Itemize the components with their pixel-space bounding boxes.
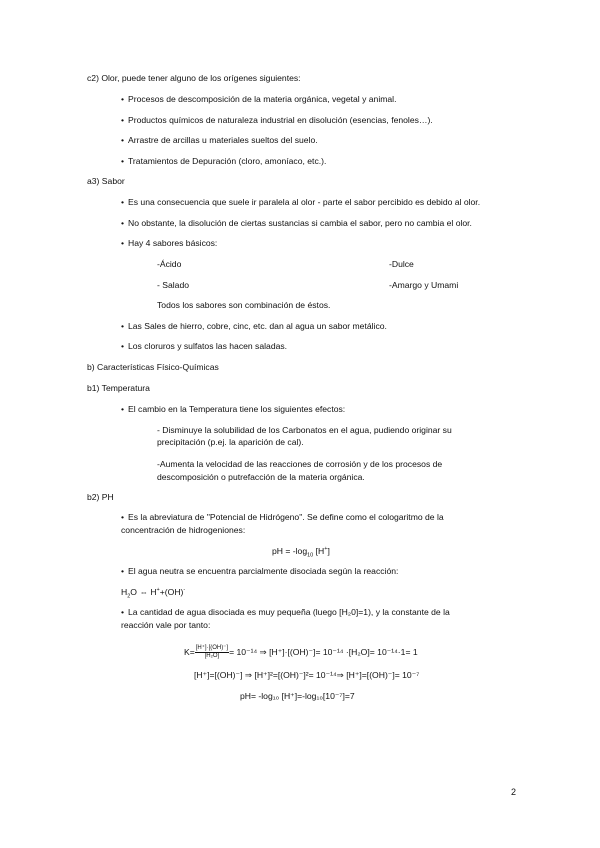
list-item-continuation: concentración de hidrogeniones: (121, 525, 246, 535)
list-item: • Arrastre de arcillas u materiales sueltos del suelo. (128, 135, 318, 146)
list-item: • La cantidad de agua disociada es muy pequeña (luego [H₂0]=1), y la constante de la (128, 607, 450, 618)
taste-bitter-umami: -Amargo y Umami (389, 280, 459, 290)
list-item: • Es una consecuencia que suele ir paralela al olor - parte el sabor percibido es debido al olor. (128, 197, 480, 208)
tastes-note: Todos los sabores son combinación de éstos. (157, 300, 331, 310)
effect-line: precipitación (p.ej. la aparición de cal). (157, 437, 304, 447)
effect-line: - Disminuye la solubilidad de los Carbonatos en el agua, pudiendo originar su (157, 425, 452, 435)
taste-sweet: -Dulce (389, 259, 414, 269)
list-item: • Procesos de descomposición de la materia orgánica, vegetal y animal. (128, 94, 396, 105)
section-heading-b1: b1) Temperatura (87, 383, 150, 393)
formula-line-3: pH= -log₁₀ [H⁺]=-log₁₀[10⁻⁷]=7 (240, 691, 355, 701)
list-item: • Los cloruros y sulfatos las hacen saladas. (128, 341, 287, 352)
section-heading-a3: a3) Sabor (87, 176, 125, 186)
taste-salty: - Salado (157, 280, 190, 290)
section-heading-b2: b2) PH (87, 492, 114, 502)
taste-acid: -Ácido (157, 259, 182, 269)
list-item-continuation: reacción vale por tanto: (121, 620, 211, 630)
list-item: • Productos químicos de naturaleza industrial en disolución (esencias, fenoles…). (128, 115, 433, 126)
list-item: • No obstante, la disolución de ciertas sustancias si cambia el sabor, pero no cambia el olor. (128, 218, 472, 229)
effect-line: descomposición o putrefacción de la materia orgánica. (157, 472, 365, 482)
section-heading-c2: c2) Olor, puede tener alguno de los orígenes siguientes: (87, 73, 301, 83)
reaction-equation: $H_2O$ ⇔ H++(OH)- (121, 587, 186, 600)
list-item: • Es la abreviatura de "Potencial de Hidrógeno". Se define como el cologaritmo de la (128, 512, 444, 523)
list-item: • Las Sales de hierro, cobre, cinc, etc. dan al agua un sabor metálico. (128, 321, 387, 332)
page-number: 2 (510, 787, 516, 797)
list-item: • Tratamientos de Depuración (cloro, amoníaco, etc.). (128, 156, 326, 167)
equilibrium-constant-formula: K= $\frac{[H^+]\cdot[(OH)^-]}{\text{[H₂O]}}$ = 10⁻¹⁴ ⇒ [H⁺]·[(OH)⁻]= 10⁻¹⁴ ·[H₂O]= 10⁻¹⁴·1= 1 (184, 645, 418, 659)
formula-line-2: [H⁺]=[(OH)⁻] ⇒ [H⁺]²=[(OH)⁻]²= 10⁻¹⁴⇒ [H⁺]=[(OH)⁻]= 10⁻⁷ (194, 670, 420, 680)
list-item: • El agua neutra se encuentra parcialmente disociada según la reacción: (128, 566, 398, 577)
effect-line: -Aumenta la velocidad de las reacciones de corrosión y de los procesos de (157, 459, 443, 469)
formula-ph: pH = $-\log_{10}$ [H+] (272, 546, 330, 559)
list-item: • El cambio en la Temperatura tiene los siguientes efectos: (128, 404, 345, 415)
k-fraction: $\frac{[H^+]\cdot[(OH)^-]}{\text{[H₂O]}}$ (195, 645, 229, 659)
section-heading-b: b) Características Físico-Químicas (87, 362, 219, 372)
list-item: • Hay 4 sabores básicos: (128, 238, 217, 249)
